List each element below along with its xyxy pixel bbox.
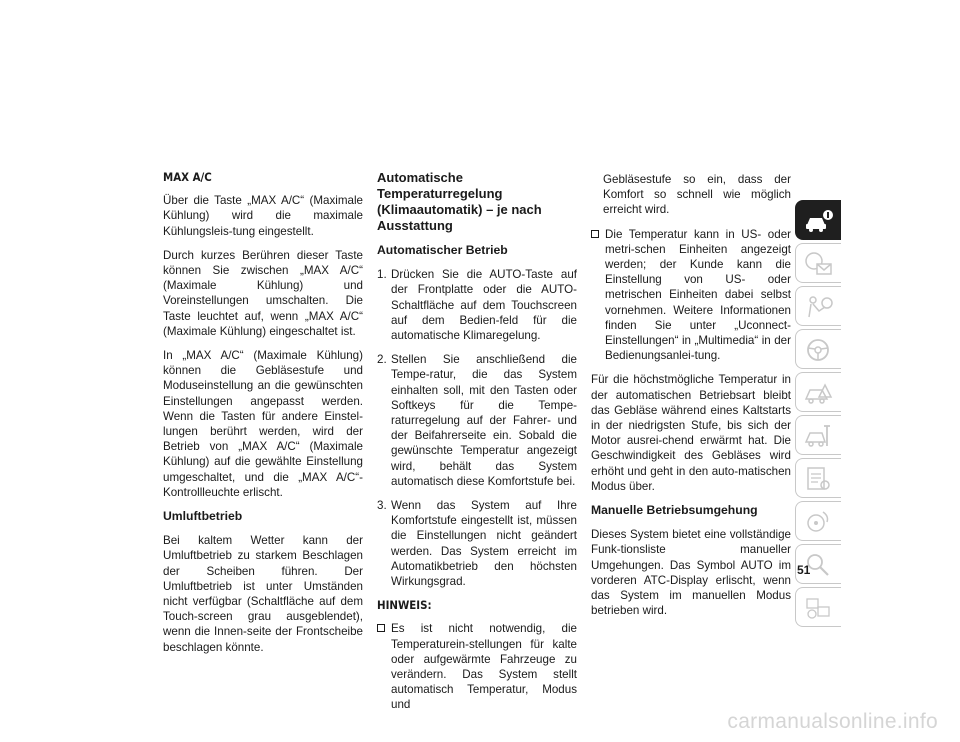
languages-icon [803,594,835,622]
note-item [591,227,791,364]
step-text: Stellen Sie anschließend die Tempe-ratur, die das System einhalten soll, mit den Tasten oder Softkeys für die Tempe-raturregelung auf der Fahrer- und der Beifahrerseite ein. Sobald die gewünschte Temperatur angezeigt wird, behält das System automatisch diese Komfortstufe bei. [391,353,577,488]
column-right [591,172,791,627]
note-text-continued: Gebläsestufe so ein, dass der Komfort so schnell wie möglich erreicht wird. [603,173,791,217]
tab-airbag[interactable] [795,286,841,326]
paragraph: Bei kaltem Wetter kann der Umluftbetrieb zu starkem Beschlagen der Scheiben führen. Der Umluftbetrieb ist unter Umständen nicht verfügbar (Schaltfläche auf dem Touch-screen grau ausgeblendet), wenn die Innen-seite der Frontscheibe beschlagen könnte. [163,534,363,654]
step-text: Wenn das System auf Ihre Komfortstufe eingestellt ist, müssen die Einstellungen nicht geändert werden. Das System erreicht im Automatikbetrieb den höchsten Wirkungsgrad. [391,499,577,589]
heading-max-ac: MAX A/C [163,170,212,184]
column-middle [377,170,577,722]
tab-multimedia[interactable] [795,501,841,541]
column-left [163,170,363,664]
multimedia-icon [803,508,835,536]
checkbox-bullet-icon [377,624,385,632]
page-number: 51 [797,563,811,577]
paragraph: In „MAX A/C“ (Maximale Kühlung) können die Gebläsestufe und Moduseinstellung an die gewünschten Einstellungen angepasst werden. Wenn die Tasten für andere Einstel-lungen berührt werden, wird der Betrieb von „MAX A/C“ (Maximale Kühlung) auf die gewählte Einstellung umgeschaltet, und die „MAX A/C“-Kontrollleuchte erlischt. [163,349,363,499]
checkbox-bullet-icon [591,230,599,238]
note-text: Die Temperatur kann in US- oder metri-schen Einheiten angezeigt werden; der Kunde kann die Einstellung von US- oder metrischen Einheiten dabei selbst vornehmen. Weitere Informationen finden Sie unter „Uconnect-Einstellungen“ in „Multimedia“ in der Bedienungsanlei-tung. [605,227,791,363]
paragraph: Für die höchstmögliche Temperatur in der automatischen Betriebsart bleibt das Gebläse während eines Kaltstarts in der niedrigsten Stufe, bis sich der Motor ausrei-chend erwärmt hat. Die Geschwindigkeit des Gebläses wird erhöht und geht in den auto-matischen Modus über. [591,373,791,493]
section-heading: Automatische Temperaturregelung (Klimaautomatik) – je nach Ausstattung [377,170,542,233]
tab-emergency[interactable] [795,372,841,412]
heading-manuelle-betriebsumgehung: Manuelle Betriebsumgehung [591,503,758,518]
steering-wheel-icon [803,336,835,364]
warning-lights-icon [803,250,835,278]
list-item [377,267,577,343]
service-icon [803,422,835,450]
specifications-icon [803,465,835,493]
paragraph: Über die Taste „MAX A/C“ (Maximale Kühlung) wird die maximale Kühlungsleis-tung eingestellt. [163,194,363,238]
emergency-icon [803,379,835,407]
tab-steering-wheel[interactable] [795,329,841,369]
paragraph: Dieses System bietet eine vollständige Funk-tionsliste manueller Umgehungen. Das Symbol AUTO im vorderen ATC-Display erlischt, wenn das System im manuellen Modus betrieben wird. [591,528,791,618]
heading-automatischer-betrieb: Automatischer Betrieb [377,243,508,257]
list-item [377,352,577,489]
airbag-icon [803,293,835,321]
tab-warning-lights[interactable] [795,243,841,283]
note-heading: HINWEIS: [377,598,432,613]
list-item [377,498,577,589]
note-text: Es ist nicht notwendig, die Temperaturein-stellungen für kalte oder aufgewärmte Fahrzeuge zu verändern. Das System stellt automatisch Temperatur, Modus und [391,622,577,712]
step-text: Drücken Sie die AUTO-Taste auf der Frontplatte oder die AUTO-Schaltfläche auf dem Touchscreen auf dem Bedien-feld für die automatische Klimaregelung. [391,268,577,343]
tab-service[interactable] [795,415,841,455]
car-info-icon [803,207,835,235]
step-number: 1. [377,268,387,282]
step-number: 3. [377,499,387,513]
footer-watermark: carmanualsonline.info [727,710,938,733]
note-item [377,621,577,712]
tab-car-info[interactable] [795,200,841,240]
paragraph: Durch kurzes Berühren dieser Taste können Sie zwischen „MAX A/C“ (Maximale Kühlung) und Voreinstellungen umschalten. Die Taste leuchtet auf, wenn „MAX A/C“ (Maximale Kühlung) eingeschaltet ist. [163,248,363,338]
heading-umluftbetrieb: Umluftbetrieb [163,509,243,524]
tab-languages[interactable] [795,587,841,627]
step-number: 2. [377,353,387,367]
tab-specifications[interactable] [795,458,841,498]
